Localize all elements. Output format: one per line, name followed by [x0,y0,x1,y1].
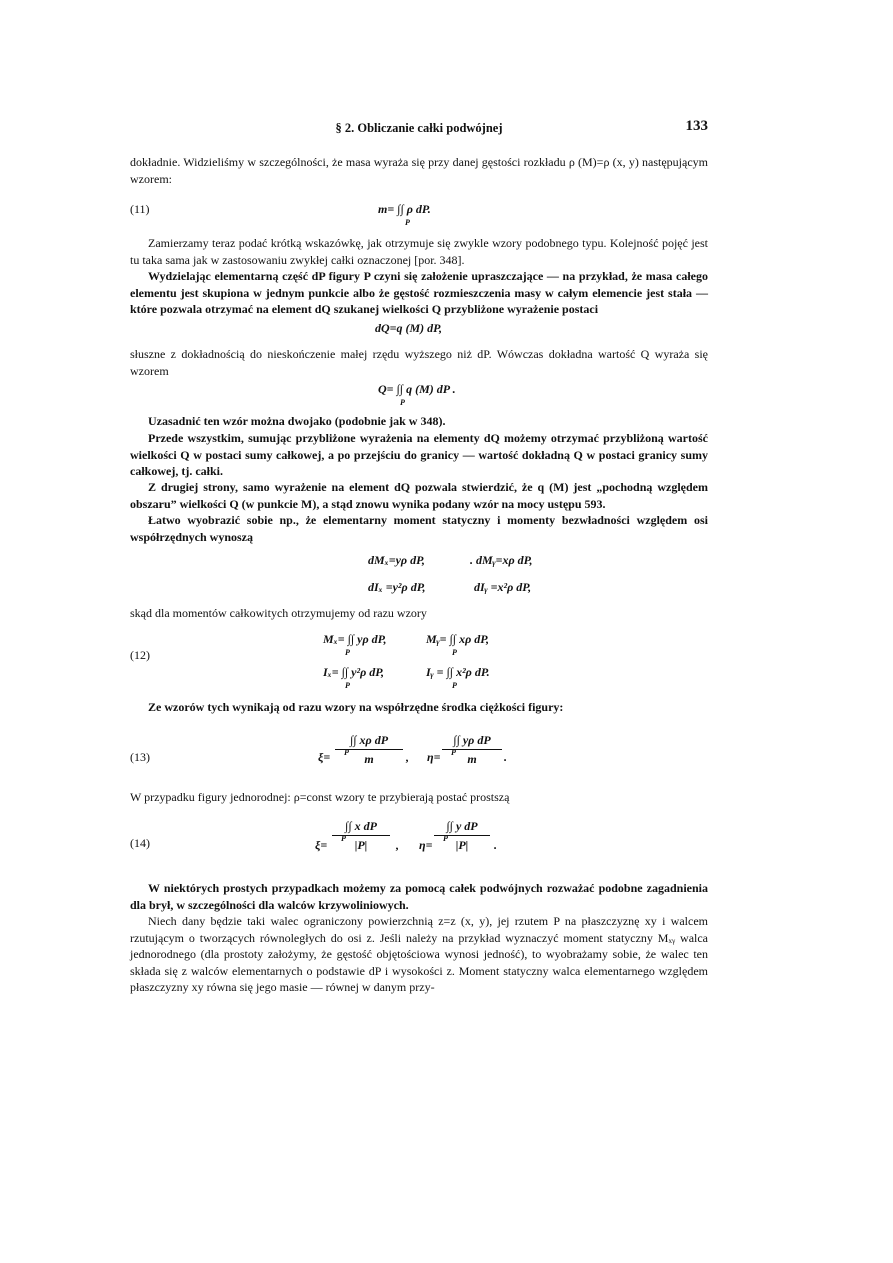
equation-13-xi-denominator: m [364,752,374,766]
equation-14-eta-label: η= [419,838,433,852]
paragraph-4: słuszne z dokładnością do nieskończenie małej rzędu wyższego niż dP. Wówczas dokładna wartość Q wyraża się wzorem [130,347,708,378]
moment-dMy: . dMᵧ=xρ dP, [470,553,533,567]
page-number: 133 [685,118,708,134]
paragraph-12: W niektórych prostych przypadkach możemy za pomocą całek podwójnych rozważać podobne zagadnienia dla brył, w szczególności dla walców krzywoliniowych. [130,881,708,912]
equation-Q: Q= ∫∫ q (M) dP . [378,382,456,396]
equation-14-eta-denominator: |P| [455,838,469,852]
moment-dMx: dMₓ=yρ dP, [368,553,425,567]
paragraph-11: W przypadku figury jednorodnej: ρ=const wzory te przybierają postać prostszą [130,790,510,804]
equation-14-eta-numerator: ∫∫ y dP [446,819,478,833]
equation-13-eta-subscript: P [451,748,456,757]
equation-14-eta-subscript: P [443,834,448,843]
paragraph-2: Zamierzamy teraz podać krótką wskazówkę, jak otrzymuje się zwykle wzory podobnego typu. Kolejność pojęć jest tu taka sama jak w zastosowaniu zwykłej całki oznaczonej [por. 348]. [130,236,708,267]
paragraph-9: skąd dla momentów całkowitych otrzymujemy od razu wzory [130,606,427,620]
equation-12-Mx-subscript: P [345,648,350,657]
equation-dq: dQ=q (M) dP, [375,321,442,335]
paragraph-13: Niech dany będzie taki walec ograniczony powierzchnią z=z (x, y), jej rzutem P na płaszczyznę xy i walcem rzutującym o tworzących równoległych do osi z. Jeśli należy na przykład wyznaczyć moment statyczny Mₓᵧ walca jednorodnego (dla prostoty założymy, że gęstość objętościowa wynosi jedność), to wyobrażamy sobie, że walec ten składa się z walców elementarnych o podstawie dP i wysokości z. Moment statyczny walca elementarnego względem płaszczyzny xy równa się jego masie — równej w danym przy- [130,914,708,994]
equation-Q-subscript: P [400,398,405,407]
paragraph-8: Łatwo wyobrazić sobie np., że elementarny moment statyczny i momenty bezwładności względem osi współrzędnych wynoszą [130,513,708,544]
equation-13-eta-denominator: m [467,752,477,766]
paragraph-6: Przede wszystkim, sumując przybliżone wyrażenia na elementy dQ możemy otrzymać przybliżoną wartość wielkości Q w postaci sumy całkowej, a po przejściu do granicy — wartość dokładną Q w postaci granicy sumy całkowej, tj. całki. [130,431,708,478]
equation-12-My-subscript: P [452,648,457,657]
equation-number-14: (14) [130,836,150,850]
equation-number-11: (11) [130,202,150,216]
moment-dIx: dIₓ =y²ρ dP, [368,580,426,594]
paragraph-5: Uzasadnić ten wzór można dwojako (podobnie jak w 348). [148,414,446,428]
equation-12-Ix-subscript: P [345,681,350,690]
section-title: § 2. Obliczanie całki podwójnej [335,121,503,135]
equation-12-My: Mᵧ= ∫∫ xρ dP, [426,632,490,646]
equation-12-Mx: Mₓ= ∫∫ yρ dP, [323,632,387,646]
equation-14-xi-label: ξ= [315,838,328,852]
paragraph-3: Wydzielając elementarną część dP figury P czyni się założenie upraszczające — na przykład, że masa całego elementu jest skupiona w jednym punkcie albo że gęstość rozmieszczenia masy w całym elemencie jest stała — które pozwala otrzymać na element dQ szukanej wielkości Q przybliżone wyrażenie postaci [130,269,708,316]
equation-11: m= ∫∫ ρ dP. [378,202,431,216]
page-header [130,118,708,138]
equation-13-eta-label: η= [427,750,441,764]
equation-13-comma: , [406,750,409,764]
paragraph-10: Ze wzorów tych wynikają od razu wzory na współrzędne środka ciężkości figury: [148,700,564,714]
equation-12-Iy-subscript: P [452,681,457,690]
equation-13-xi-numerator: ∫∫ xρ dP [349,733,389,747]
equation-12-Iy: Iᵧ = ∫∫ x²ρ dP. [426,665,490,679]
equation-13-xi-subscript: P [344,748,349,757]
equation-13-dot: . [504,750,507,764]
equation-14-xi-denominator: |P| [354,838,368,852]
moment-dIy: dIᵧ =x²ρ dP, [474,580,532,594]
equation-number-13: (13) [130,750,150,764]
equation-14-comma: , [396,838,399,852]
equation-number-12: (12) [130,648,150,662]
equation-12-Ix: Iₓ= ∫∫ y²ρ dP, [323,665,385,679]
equation-11-subscript: P [405,218,410,227]
paragraph-7: Z drugiej strony, samo wyrażenie na element dQ pozwala stwierdzić, że q (M) jest „pochodną względem obszaru” wielkości Q (w punkcie M), a stąd znowu wynika podany wzór na mocy ustępu 593. [130,480,708,511]
paragraph-intro: dokładnie. Widzieliśmy w szczególności, że masa wyraża się przy danej gęstości rozkładu ρ (M)=ρ (x, y) następującym wzorem: [130,155,708,186]
equation-13-eta-numerator: ∫∫ yρ dP [453,733,491,747]
equation-14-xi-numerator: ∫∫ x dP [345,819,377,833]
equation-13-xi-label: ξ= [318,750,331,764]
equation-14-dot: . [494,838,497,852]
equation-14-xi-subscript: P [341,834,346,843]
